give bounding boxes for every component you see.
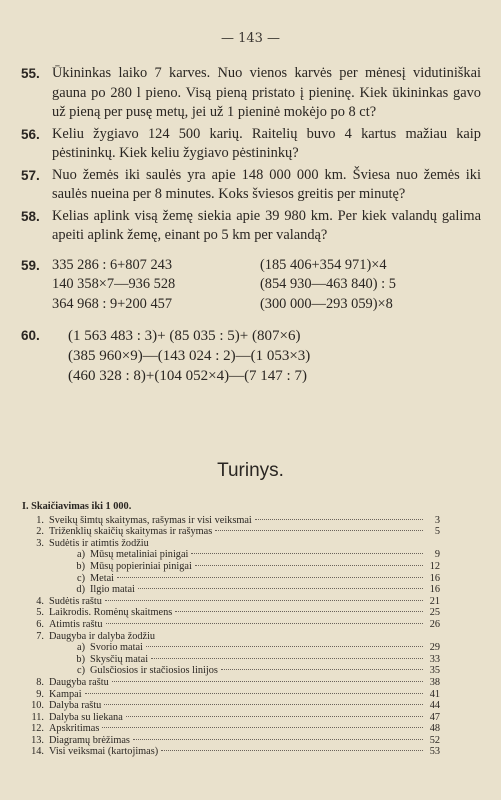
toc-entry-number: 5. xyxy=(36,607,44,619)
problem-text: Kelias aplink visą žemę siekia apie 39 980 km. Per kiek valandų galima apeiti aplink žemę, einant po 5 km per valandą? xyxy=(52,207,481,243)
toc-entry-number: 14. xyxy=(31,746,44,758)
toc-entry xyxy=(22,642,440,654)
toc-leader-dots xyxy=(221,669,423,670)
toc-entry xyxy=(22,677,440,689)
toc-entry-number: a) xyxy=(77,549,85,561)
toc-leader-dots xyxy=(102,727,423,728)
problem-number: 57. xyxy=(21,167,40,183)
toc-entry-page: 47 xyxy=(429,711,440,723)
toc-entry-number: b) xyxy=(76,653,85,665)
toc-entry-number: 3. xyxy=(36,537,44,549)
toc-entry xyxy=(22,573,440,585)
toc-leader-dots xyxy=(105,600,423,601)
toc-leader-dots xyxy=(126,716,423,717)
toc-entry-label: Mūsų metaliniai pinigai xyxy=(90,549,189,561)
toc-rows xyxy=(22,515,440,758)
toc-entry-number: 6. xyxy=(36,618,44,630)
problem-number: 60. xyxy=(21,328,40,343)
toc-leader-dots xyxy=(146,646,423,647)
toc-leader-dots xyxy=(85,693,423,694)
problem-text: Ūkininkas laiko 7 karves. Nuo vienos karvės per mėnesį vidutiniškai gauna po 280 l pieno. Visą pieną pristato į pieninę. Kiek ūkininkas gavo už pieną per pusę metų, jei už 1 pieninė mokėjo po 8 ct? xyxy=(52,65,481,120)
toc-entry-number: 1. xyxy=(36,514,44,526)
toc-entry-number: 13. xyxy=(31,734,44,746)
toc-leader-dots xyxy=(106,623,424,624)
toc-entry-page: 9 xyxy=(434,549,440,561)
toc-leader-dots xyxy=(117,577,423,578)
toc-entry-page: 41 xyxy=(429,688,440,700)
toc-entry xyxy=(22,712,440,724)
toc-entry-label: Sudėtis raštu xyxy=(49,595,102,607)
toc-leader-dots xyxy=(255,519,423,520)
toc-section-heading: I. Skaičiavimas iki 1 000. xyxy=(22,501,132,512)
toc-entry-label: Visi veiksmai (kartojimas) xyxy=(49,746,159,758)
expression-column-right xyxy=(260,256,481,315)
toc-entry-number: c) xyxy=(77,572,85,584)
expression: 140 358×7—936 528 xyxy=(52,276,176,292)
toc-entry-label: Dalyba raštu xyxy=(49,700,102,712)
toc-entry-number: 9. xyxy=(36,688,44,700)
problem-58 xyxy=(21,207,481,246)
toc-entry xyxy=(22,700,440,712)
toc-entry-label: Daugyba ir dalyba žodžiu xyxy=(49,630,156,642)
expression: 364 968 : 9+200 457 xyxy=(52,295,173,312)
problem-number: 55. xyxy=(21,66,40,81)
toc-entry xyxy=(22,607,440,619)
toc-leader-dots xyxy=(112,681,423,682)
toc-entry xyxy=(22,665,440,677)
toc-entry-page: 35 xyxy=(429,665,440,677)
toc-entry-label: Sudėtis ir atimtis žodžiu xyxy=(49,537,149,549)
toc-entry-label: Mūsų popieriniai pinigai xyxy=(90,560,192,572)
toc-entry-label: Laikrodis. Romėnų skaitmens xyxy=(49,607,173,619)
toc-leader-dots xyxy=(138,588,423,589)
toc-entry-page: 52 xyxy=(429,734,440,746)
expression: (460 328 : 8)+(104 052×4)—(7 147 : 7) xyxy=(68,368,307,384)
expression-column-left xyxy=(52,256,260,315)
toc-entry-page: 16 xyxy=(429,584,440,596)
toc-entry-number: 12. xyxy=(31,723,44,735)
toc-entry xyxy=(22,746,440,758)
toc-leader-dots xyxy=(161,750,423,751)
toc-entry-label: Atimtis raštu xyxy=(49,618,103,630)
problem-text: Nuo žemės iki saulės yra apie 148 000 000 km. Šviesa nuo žemės iki saulės nueina per 8 minutes. Koks šviesos greitis per minutę? xyxy=(52,166,481,202)
toc-entry xyxy=(22,654,440,666)
problem-57 xyxy=(21,166,481,205)
toc-entry xyxy=(22,735,440,747)
problem-text: Keliu žygiavo 124 500 karių. Raitelių buvo 4 kartus mažiau kaip pėstininkų. Kiek keliu žygiavo pėstininkų? xyxy=(52,125,481,161)
toc-entry xyxy=(22,584,440,596)
toc-entry-number: 8. xyxy=(36,676,44,688)
problem-59 xyxy=(21,256,481,315)
toc-entry xyxy=(22,515,440,527)
toc-entry-label: Metai xyxy=(90,572,115,584)
toc-entry-number: b) xyxy=(76,560,85,572)
toc-entry-number: a) xyxy=(77,642,85,654)
toc-entry-page: 44 xyxy=(429,700,440,712)
table-of-contents xyxy=(22,501,440,758)
toc-entry-label: Svorio matai xyxy=(90,642,143,654)
toc-entry-number: d) xyxy=(76,584,85,596)
toc-entry-number: c) xyxy=(77,665,85,677)
toc-entry xyxy=(22,689,440,701)
toc-entry xyxy=(22,526,440,538)
toc-entry-label: Dalyba su liekana xyxy=(49,711,123,723)
toc-entry-label: Sveikų šimtų skaitymas, rašymas ir visi veiksmai xyxy=(49,514,252,526)
toc-entry-page: 12 xyxy=(429,560,440,572)
toc-entry-label: Triženklių skaičių skaitymas ir rašymas xyxy=(49,526,213,538)
toc-leader-dots xyxy=(195,565,423,566)
toc-entry xyxy=(22,561,440,573)
toc-leader-dots xyxy=(133,739,423,740)
toc-entry xyxy=(22,596,440,608)
toc-entry-label: Daugyba raštu xyxy=(49,676,109,688)
toc-entry-number: 10. xyxy=(31,700,44,712)
toc-entry-page: 38 xyxy=(429,676,440,688)
toc-entry xyxy=(22,631,440,643)
toc-entry-number: 4. xyxy=(36,595,44,607)
toc-leader-dots xyxy=(191,553,423,554)
toc-entry-label: Skysčių matai xyxy=(90,653,149,665)
page-number: — 143 — xyxy=(220,31,281,46)
toc-entry-page: 26 xyxy=(429,618,440,630)
toc-entry xyxy=(22,619,440,631)
expression: (854 930—463 840) : 5 xyxy=(260,276,396,292)
toc-entry-label: Gulsčiosios ir stačiosios linijos xyxy=(90,665,218,677)
toc-entry-page: 21 xyxy=(429,595,440,607)
toc-entry-number: 7. xyxy=(36,630,44,642)
toc-entry-page: 16 xyxy=(429,572,440,584)
toc-entry-page: 48 xyxy=(429,723,440,735)
toc-leader-dots xyxy=(104,704,423,705)
problem-number: 59. xyxy=(21,257,40,273)
problem-number: 56. xyxy=(21,126,40,142)
toc-entry xyxy=(22,549,440,561)
problem-56 xyxy=(21,125,481,164)
toc-entry-page: 25 xyxy=(429,607,440,619)
expression: (300 000—293 059)×8 xyxy=(260,295,393,312)
toc-entry-label: Diagramų brėžimas xyxy=(49,734,130,746)
toc-entry-page: 53 xyxy=(429,746,440,758)
toc-entry-page: 33 xyxy=(429,653,440,665)
problem-55 xyxy=(21,64,481,123)
toc-entry-label: Kampai xyxy=(49,688,82,700)
toc-entry-page: 3 xyxy=(434,514,440,526)
toc-entry xyxy=(22,723,440,735)
toc-entry-label: Ilgio matai xyxy=(90,584,135,596)
expression: (185 406+354 971)×4 xyxy=(260,256,387,273)
toc-leader-dots xyxy=(215,530,423,531)
problem-list xyxy=(21,64,481,386)
toc-leader-dots xyxy=(151,658,423,659)
toc-entry-number: 11. xyxy=(31,711,44,723)
expression: 335 286 : 6+807 243 xyxy=(52,256,173,273)
expression: (385 960×9)—(143 024 : 2)—(1 053×3) xyxy=(68,348,311,364)
toc-entry-label: Apskritimas xyxy=(49,723,100,735)
toc-title: Turinys. xyxy=(217,460,284,481)
toc-entry-page: 29 xyxy=(429,642,440,654)
expression: (1 563 483 : 3)+ (85 035 : 5)+ (807×6) xyxy=(68,328,301,344)
toc-entry-page: 5 xyxy=(434,526,440,538)
problem-number: 58. xyxy=(21,208,40,224)
toc-entry-number: 2. xyxy=(36,526,44,538)
problem-60 xyxy=(21,326,481,386)
toc-entry xyxy=(22,538,440,550)
toc-leader-dots xyxy=(175,611,423,612)
